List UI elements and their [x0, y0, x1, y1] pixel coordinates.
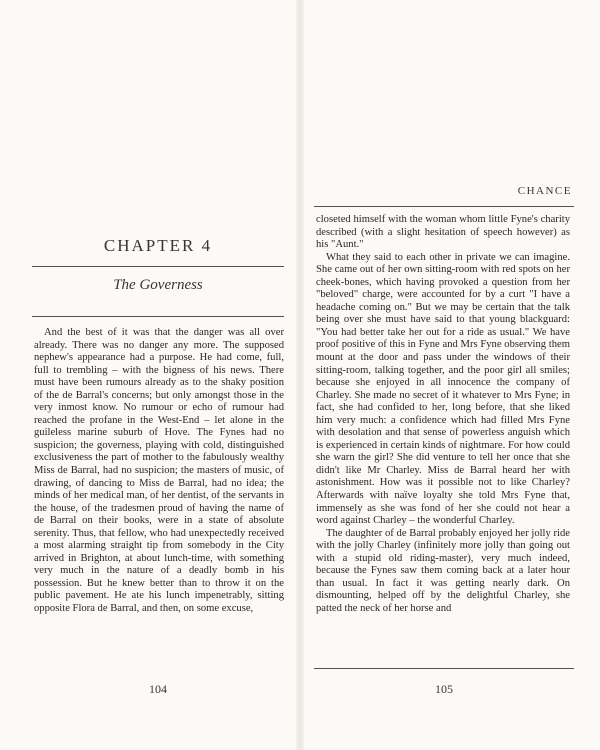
left-body-text: [34, 327, 284, 616]
page-number-right: 105: [435, 682, 453, 696]
chapter-rule-bottom: [32, 316, 284, 317]
footer-rule: [314, 668, 574, 669]
left-page: [0, 0, 296, 750]
paragraph: And the best of it was that the danger was all over already. There was no danger any more. The supposed nephew's appearance had a purpose. He had come, full, full to trembling – with the bigness of his news. There must have been rumours already as to the shaky position of the de Barral's concerns; but only amongst those in the very inmost know. No rumour or echo of rumour had reached the profane in the West-End – let alone in the guileless marine suburb of Hove. The Fynes had no suspicion; the governess, playing with cold, distinguished exclusiveness the part of mother to the fabulously wealthy Miss de Barral, had no suspicion; the masters of music, of drawing, of dancing to Miss de Barral, had no idea; the minds of her medical man, of her dentist, of the servants in the house, of the tradesmen proud of having the name of de Barral on their books, were in a state of absolute serenity. Thus, that fellow, who had unexpectedly received a most alarming straight tip from somebody in the City arrived in Brighton, at about lunch-time, with something very much in the nature of a deadly bomb in his possession. But he knew better than to throw it on the public pavement. He ate his lunch impenetrably, sitting opposite Flora de Barral, and then, on some excuse,: [34, 327, 284, 615]
page-number-left: 104: [149, 682, 167, 696]
paragraph: closeted himself with the woman whom little Fyne's charity described (with a slight hesitation of speech however) as his "Aunt.": [316, 214, 570, 251]
right-page: [304, 0, 600, 750]
section-title: The Governess: [113, 277, 203, 293]
chapter-heading: CHAPTER 4: [103, 236, 213, 255]
paragraph: What they said to each other in private we can imagine. She came out of her own sitting-room with red spots on her cheek-bones, which having provoked a question from her "beloved" charge, were accounted for by a curt "I have a headache coming on." But we may be certain that the talk being over she must have said to that young blackguard: "You had better take her out for a ride as usual." We have proof positive of this in Fyne and Mrs Fyne observing them mount at the door and pass under the windows of their sitting-room, talking together, and the poor girl all smiles; because she enjoyed in all innocence the company of Charley. She made no secret of it whatever to Mrs Fyne; in fact, she had confided to her, long before, that she liked him very much: a confidence which had filled Mrs Fyne with desolation and that sense of powerless anguish which is experienced in certain kinds of nightmare. For how could she warn the girl? She did venture to tell her once that she didn't like Mr Charley. Miss de Barral heard her with astonishment. How was it possible not to like Charley? Afterwards with naïve loyalty she told Mrs Fyne that, immensely as she was fond of her she could not hear a word against Charley – the wonderful Charley.: [316, 251, 570, 527]
header-rule: [314, 206, 574, 207]
book-gutter: [296, 0, 304, 750]
paragraph: The daughter of de Barral probably enjoyed her jolly ride with the jolly Charley (infinitely more jolly than going out with a stupid old riding-master), very much indeed, because the Fynes saw them coming back at a later hour than usual. In fact it was getting nearly dark. On dismounting, helped off by the delightful Charley, she patted the neck of her horse and: [316, 527, 570, 614]
right-body-text: [316, 214, 570, 616]
running-head: CHANCE: [517, 185, 572, 197]
chapter-rule-top: [32, 266, 284, 267]
